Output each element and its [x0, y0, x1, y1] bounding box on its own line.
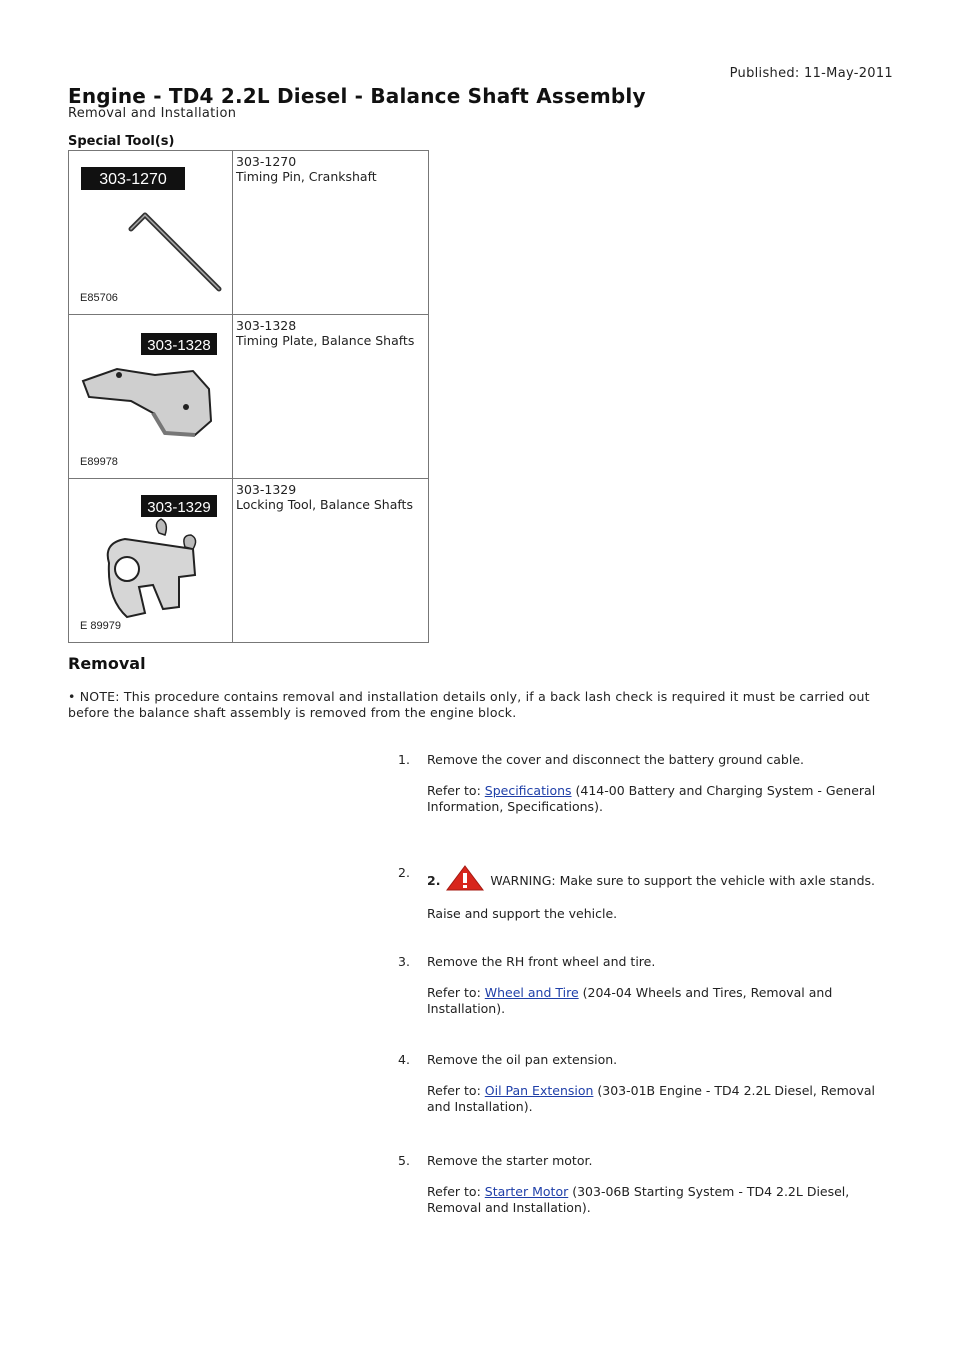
step-text: Remove the starter motor.: [427, 1153, 593, 1168]
tool-row: [69, 151, 429, 315]
step-3: [398, 954, 878, 1017]
step-4: [398, 1052, 878, 1115]
pin-shape: [131, 215, 219, 289]
special-tools-table: [68, 150, 429, 643]
step-number: 2.: [398, 865, 410, 880]
published-date: Published: 11-May-2011: [729, 66, 893, 81]
plate-hole: [183, 404, 189, 410]
step-text: Remove the oil pan extension.: [427, 1052, 618, 1067]
warning-icon: [446, 865, 484, 891]
timing-plate-illustration: [69, 315, 232, 478]
tool-image-ref: E85706: [80, 292, 118, 304]
starter-motor-link[interactable]: Starter Motor: [484, 1184, 569, 1199]
ref-prefix: Refer to:: [427, 1083, 485, 1098]
tool-row: [69, 479, 429, 643]
tool-image-cell: [69, 479, 233, 643]
tool-description-cell: [233, 315, 429, 479]
wheel-and-tire-link[interactable]: Wheel and Tire: [484, 985, 579, 1000]
step-reference: [427, 1184, 878, 1216]
special-tools-heading: Special Tool(s): [68, 134, 175, 149]
locking-tool-illustration: [69, 479, 232, 642]
tool-number: 303-1329: [236, 482, 297, 497]
step-number: 3.: [398, 954, 410, 969]
ref-prefix: Refer to:: [427, 783, 485, 798]
step-reference: [427, 1083, 878, 1115]
wing-nut-icon: [184, 535, 196, 549]
step-reference: [427, 783, 878, 815]
locking-bore: [115, 557, 139, 581]
tool-image-ref: E 89979: [80, 620, 121, 632]
step-2: [398, 865, 878, 922]
ref-suffix: (303-06B Starting System - TD4 2.2L Diesel, Removal and Installation).: [427, 1184, 850, 1215]
tool-number: 303-1328: [236, 318, 297, 333]
tool-image-cell: [69, 315, 233, 479]
ref-suffix: (204-04 Wheels and Tires, Removal and Installation).: [427, 985, 833, 1016]
tool-description-cell: [233, 151, 429, 315]
plate-hole: [116, 372, 122, 378]
warning-text: WARNING: Make sure to support the vehicle with axle stands.: [490, 873, 876, 888]
wing-nut-icon: [156, 519, 166, 535]
tool-row: [69, 315, 429, 479]
step-warning: [427, 865, 878, 891]
step-number: 5.: [398, 1153, 410, 1168]
ref-prefix: Refer to:: [427, 1184, 485, 1199]
step-5: [398, 1153, 878, 1216]
step-text: Raise and support the vehicle.: [427, 906, 618, 921]
ref-prefix: Refer to:: [427, 985, 485, 1000]
tool-image-ref: E89978: [80, 456, 118, 468]
plate-shape: [83, 369, 211, 435]
ref-suffix: (414-00 Battery and Charging System - General Information, Specifications).: [427, 783, 876, 814]
removal-note: • NOTE: This procedure contains removal and installation details only, if a back lash check is required it must be carried out before the balance shaft assembly is removed from the engine block.: [68, 689, 870, 720]
step-number: 1.: [398, 752, 410, 767]
timing-pin-illustration: [69, 151, 232, 314]
tool-tag-text: 303-1329: [147, 499, 211, 516]
step-bold-number: 2.: [427, 873, 441, 888]
tool-name: Locking Tool, Balance Shafts: [236, 497, 413, 512]
step-text: Remove the cover and disconnect the battery ground cable.: [427, 752, 805, 767]
tool-name: Timing Pin, Crankshaft: [236, 169, 377, 184]
oil-pan-extension-link[interactable]: Oil Pan Extension: [484, 1083, 594, 1098]
specifications-link[interactable]: Specifications: [484, 783, 572, 798]
step-text: Remove the RH front wheel and tire.: [427, 954, 656, 969]
tool-image-cell: [69, 151, 233, 315]
tool-name: Timing Plate, Balance Shafts: [236, 333, 415, 348]
tool-number: 303-1270: [236, 154, 297, 169]
page-title: Engine - TD4 2.2L Diesel - Balance Shaft Assembly: [68, 84, 646, 108]
step-number: 4.: [398, 1052, 410, 1067]
tool-description-cell: [233, 479, 429, 643]
ref-suffix: (303-01B Engine - TD4 2.2L Diesel, Removal and Installation).: [427, 1083, 875, 1114]
removal-heading: Removal: [68, 654, 146, 673]
tool-tag-text: 303-1328: [147, 337, 211, 354]
step-1: [398, 752, 878, 815]
step-reference: [427, 985, 878, 1017]
tool-tag-text: 303-1270: [99, 171, 167, 188]
page-subtitle: Removal and Installation: [68, 106, 237, 121]
